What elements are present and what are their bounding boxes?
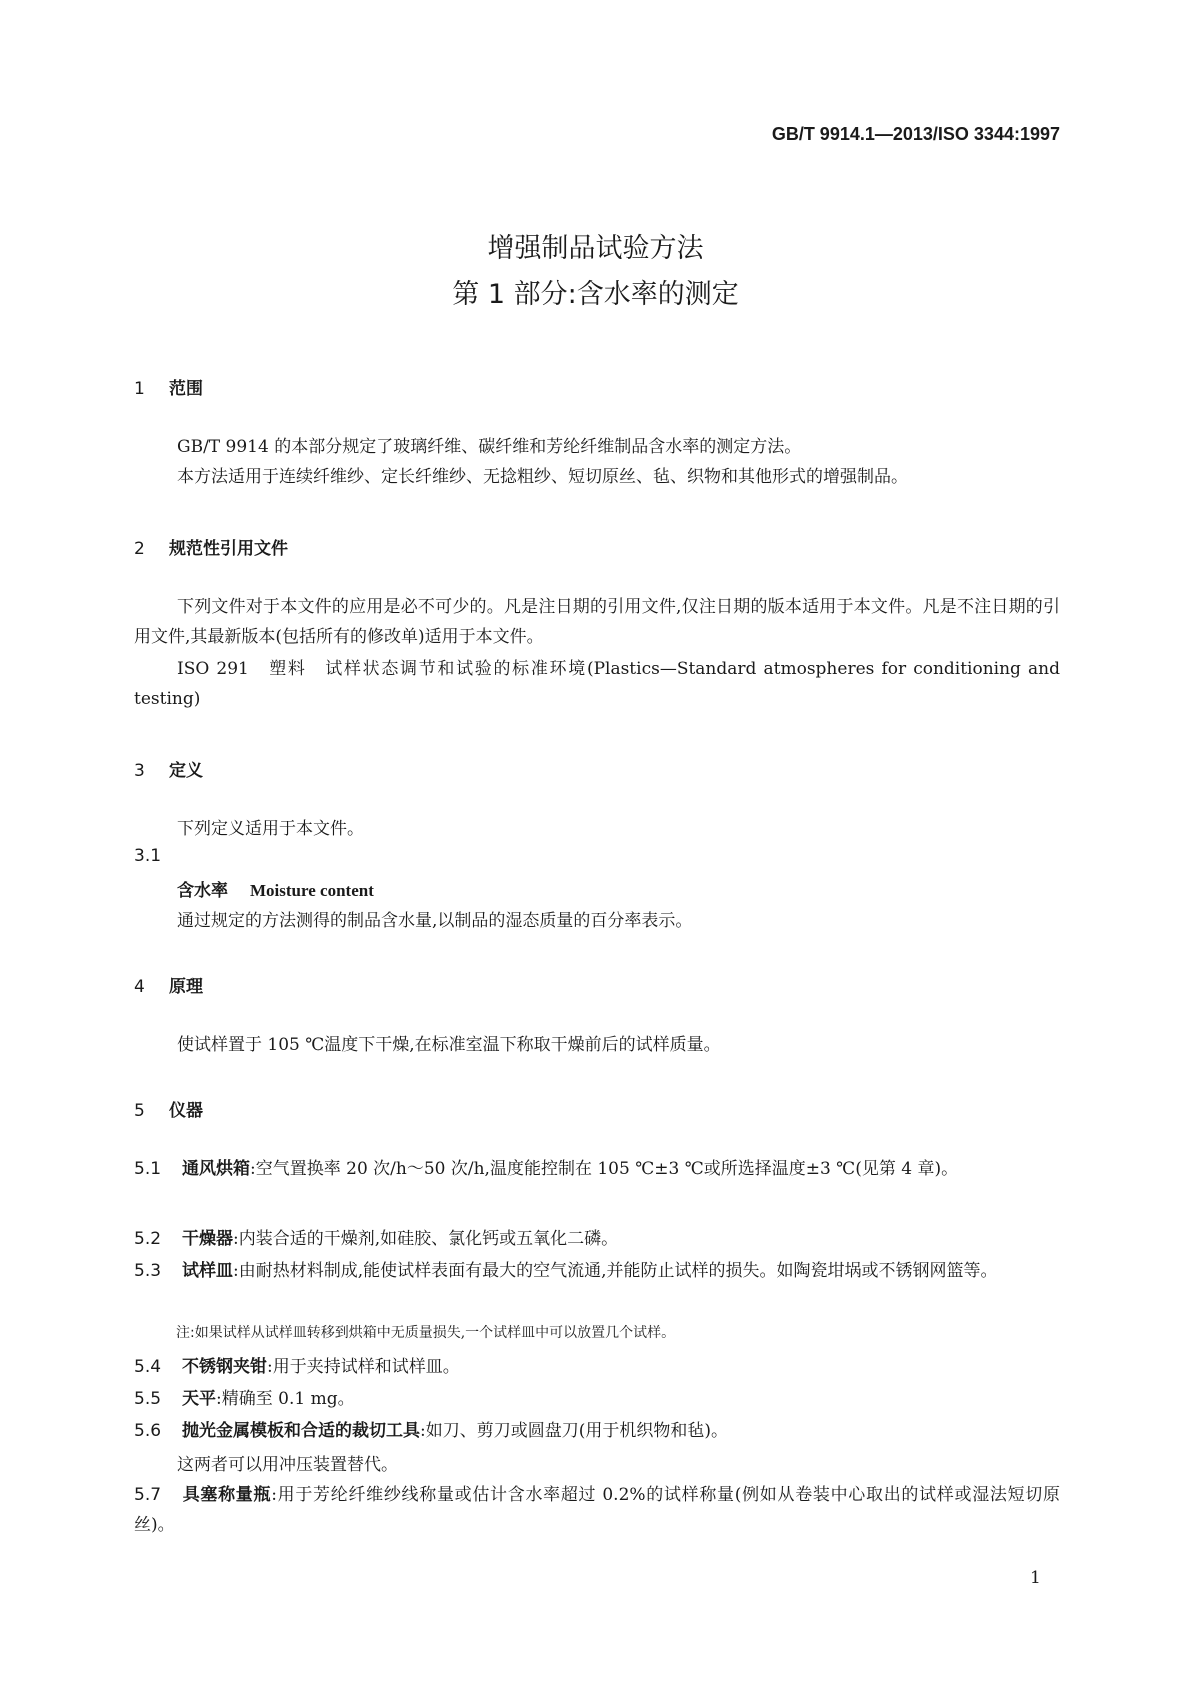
item-text: :精确至 0.1 mg。 (216, 1389, 355, 1409)
section-1-para-1: GB/T 9914 的本部分规定了玻璃纤维、碳纤维和芳纶纤维制品含水率的测定方法。 (177, 437, 802, 457)
section-1-para-2: 本方法适用于连续纤维纱、定长纤维纱、无捻粗纱、短切原丝、毡、织物和其他形式的增强制品。 (177, 467, 908, 487)
item-number: 5.7 (134, 1485, 162, 1505)
item-term: 通风烘箱 (182, 1159, 250, 1179)
note-label: 注: (176, 1325, 195, 1341)
section-2-para-1: 下列文件对于本文件的应用是必不可少的。凡是注日期的引用文件,仅注日期的版本适用于本文件。凡是不注日期的引用文件,其最新版本(包括所有的修改单)适用于本文件。 (134, 597, 1060, 647)
standard-code-header: GB/T 9914.1—2013/ISO 3344:1997 (771, 124, 1060, 144)
page-number: 1 (1030, 1568, 1041, 1588)
item-number: 5.6 (134, 1421, 162, 1441)
section-title: 原理 (169, 977, 203, 997)
item-5-6 (134, 1416, 1060, 1446)
item-5-5 (134, 1384, 1060, 1414)
section-1-heading (134, 374, 203, 399)
item-text: :空气置换率 20 次/h～50 次/h,温度能控制在 105 ℃±3 ℃或所选择温度±3 ℃(见第 4 章)。 (250, 1159, 959, 1179)
section-2-heading (134, 534, 288, 559)
section-title: 规范性引用文件 (169, 539, 288, 559)
note (176, 1322, 675, 1342)
section-4-para-1: 使试样置于 105 ℃温度下干燥,在标准室温下称取干燥前后的试样质量。 (177, 1035, 721, 1055)
section-3-heading (134, 756, 203, 781)
item-term: 抛光金属模板和合适的裁切工具 (182, 1421, 420, 1441)
section-number: 3 (134, 761, 145, 781)
item-5-3 (134, 1256, 1060, 1286)
item-text: :如刀、剪刀或圆盘刀(用于机织物和毡)。 (420, 1421, 728, 1441)
item-5-4 (134, 1352, 1060, 1382)
section-4-heading (134, 972, 203, 997)
note-text: 如果试样从试样皿转移到烘箱中无质量损失,一个试样皿中可以放置几个试样。 (194, 1325, 676, 1341)
term-en: Moisture content (250, 881, 374, 900)
item-term: 干燥器 (182, 1229, 233, 1249)
item-5-6-extra: 这两者可以用冲压装置替代。 (177, 1455, 398, 1475)
item-5-2 (134, 1224, 1060, 1254)
item-5-7 (134, 1480, 1060, 1540)
item-number: 5.2 (134, 1229, 162, 1249)
item-number: 5.4 (134, 1357, 162, 1377)
item-text: :由耐热材料制成,能使试样表面有最大的空气流通,并能防止试样的损失。如陶瓷坩埚或不锈钢网篮等。 (233, 1261, 998, 1281)
document-subtitle: 第 1 部分:含水率的测定 (452, 279, 739, 310)
section-number: 1 (134, 379, 145, 399)
section-2-reference: ISO 291 塑料 试样状态调节和试验的标准环境(Plastics—Standard atmospheres for conditioning and testing) (134, 659, 1060, 709)
item-term: 不锈钢夹钳 (182, 1357, 267, 1377)
section-title: 定义 (169, 761, 203, 781)
term-zh: 含水率 (177, 881, 228, 901)
section-3-para-1: 下列定义适用于本文件。 (177, 819, 364, 839)
item-term: 具塞称量瓶 (182, 1485, 272, 1505)
item-text: :用于芳纶纤维纱线称量或估计含水率超过 0.2%的试样称量(例如从卷装中心取出的试样或湿法短切原丝)。 (134, 1485, 1061, 1535)
section-number: 5 (134, 1101, 145, 1121)
item-number: 5.3 (134, 1261, 162, 1281)
section-5-heading (134, 1096, 203, 1121)
document-title: 增强制品试验方法 (487, 233, 704, 264)
section-title: 范围 (169, 379, 203, 399)
item-text: :用于夹持试样和试样皿。 (267, 1357, 460, 1377)
item-text: :内装合适的干燥剂,如硅胶、氯化钙或五氧化二磷。 (233, 1229, 619, 1249)
item-number: 5.1 (134, 1159, 162, 1179)
item-number: 5.5 (134, 1389, 162, 1409)
term-definition: 通过规定的方法测得的制品含水量,以制品的湿态质量的百分率表示。 (177, 911, 693, 931)
item-term: 试样皿 (182, 1261, 233, 1281)
item-term: 天平 (182, 1389, 216, 1409)
item-5-1 (134, 1154, 1060, 1184)
section-number: 2 (134, 539, 145, 559)
section-number: 4 (134, 977, 145, 997)
subsection-3-1-number: 3.1 (134, 846, 162, 866)
term-heading (177, 876, 374, 901)
section-title: 仪器 (169, 1101, 203, 1121)
